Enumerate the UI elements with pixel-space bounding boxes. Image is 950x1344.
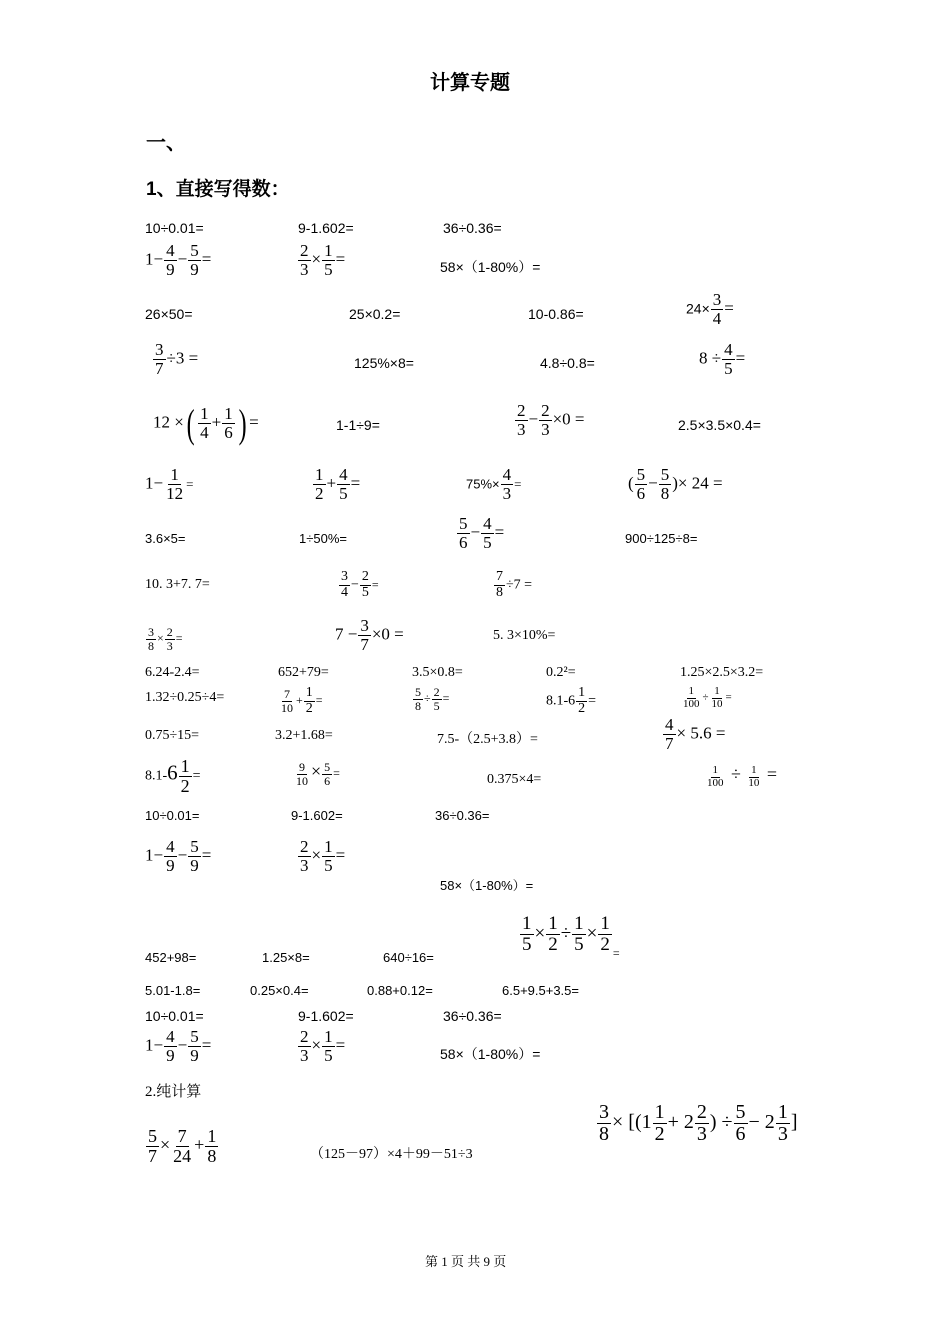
problem-g1: 10. 3+7. 7=: [145, 577, 210, 592]
problem-l1-label: 8.1-: [145, 768, 168, 784]
problem-k1: 0.75÷15=: [145, 728, 200, 743]
question-1-heading: 1、直接写得数：: [146, 179, 290, 200]
problem-o1: 5.01-1.8=: [145, 983, 201, 998]
problem-f4: 900÷125÷8=: [625, 531, 698, 546]
calc-2: （125－97）×4＋99－51÷3: [310, 1147, 473, 1162]
problem-p4: 58×（1-80%）=: [440, 1046, 541, 1062]
problem-i1: 6.24-2.4=: [145, 665, 200, 680]
question-2-heading: 2.纯计算: [145, 1084, 202, 1100]
problem-n4: $\frac{1}{5}$ × $\frac{1}{2}$ ÷ $\frac{1}{5}$ × $\frac{1}{2}$ $_=$: [522, 913, 620, 960]
problem-a2: 9-1.602=: [298, 220, 354, 236]
problem-b1: 26×50=: [145, 306, 193, 322]
problem-a1: 10÷0.01=: [145, 220, 204, 236]
problem-m3: 36÷0.36=: [435, 808, 490, 823]
calc-1: $\frac{5}{7}$ × $\frac{7}{24}$ + $\frac{1}{8}$: [148, 1126, 217, 1166]
problem-f3: $\frac{5}{6}$ − $\frac{4}{5}$ =: [459, 514, 505, 552]
problem-m4: 58×（1-80%）=: [440, 878, 534, 893]
problem-b2: 25×0.2=: [349, 306, 401, 322]
problem-l4: $\frac{1}{100}$ ÷ $\frac{1}{10}$ =: [707, 764, 778, 789]
problem-c3: 4.8÷0.8=: [540, 355, 595, 371]
problem-k4: $\frac{4}{7}$ × 5.6 =: [665, 715, 726, 753]
problem-j2: $\frac{7}{10}$ + $\frac{1}{2}$ =: [281, 685, 323, 716]
problem-e4: ( $\frac{5}{6}$ − $\frac{5}{8}$ )× 24 =: [628, 465, 723, 503]
problem-j1: 1.32÷0.25÷4=: [145, 690, 225, 705]
problem-e1: 1− $\frac{1}{12}$ =: [145, 465, 194, 503]
page-title: 计算专题: [430, 72, 510, 94]
problem-f1: 3.6×5=: [145, 531, 186, 546]
problem-d2: 1-1÷9=: [336, 417, 380, 433]
problem-a3: 36÷0.36=: [443, 220, 502, 236]
problem-o4: 6.5+9.5+3.5=: [502, 983, 579, 998]
problem-frac-4: $\frac{2}{3}$ × $\frac{1}{5}$ =: [300, 837, 346, 875]
problem-frac-3: 1− $\frac{4}{9}$ − $\frac{5}{9}$ =: [145, 837, 212, 875]
problem-i2: 652+79=: [278, 665, 329, 680]
page-footer: 第 1 页 共 9 页: [425, 1254, 507, 1269]
problem-o2: 0.25×0.4=: [250, 983, 309, 998]
problem-frac-1: 1− $\frac{4}{9}$ − $\frac{5}{9}$ =: [145, 241, 212, 279]
problem-c4: 8 ÷ $\frac{4}{5}$ =: [699, 340, 746, 378]
problem-o3: 0.88+0.12=: [367, 983, 433, 998]
problem-b4: 24× $\frac{3}{4}$ =: [686, 290, 734, 328]
problem-frac-2: $\frac{2}{3}$ × $\frac{1}{5}$ =: [300, 241, 346, 279]
problem-j5: $\frac{1}{100}$ ÷ $\frac{1}{10}$ =: [683, 685, 732, 710]
problem-g2: $\frac{3}{4}$ − $\frac{2}{5}$ =: [341, 569, 379, 600]
problem-p2: 9-1.602=: [298, 1008, 354, 1024]
problem-i4: 0.2²=: [546, 665, 576, 680]
problem-p3: 36÷0.36=: [443, 1008, 502, 1024]
problem-d4: 2.5×3.5×0.4=: [678, 417, 761, 433]
problem-i3: 3.5×0.8=: [412, 665, 463, 680]
problem-b3: 10-0.86=: [528, 306, 584, 322]
problem-k2: 3.2+1.68=: [275, 728, 333, 743]
problem-e3: 75%× $\frac{4}{3}$ =: [466, 465, 522, 503]
problem-h3: 5. 3×10%=: [493, 628, 556, 643]
problem-c2: 125%×8=: [354, 355, 414, 371]
problem-f2: 1÷50%=: [299, 531, 347, 546]
calc-3: $\frac{3}{8}$ × [(1 $\frac{1}{2}$ + 2 $\frac{2}{3}$ ) ÷ $\frac{5}{6}$ − 2 $\frac{1}{3}$ ]: [599, 1101, 798, 1145]
problem-j4-label: 8.1-6: [546, 693, 576, 709]
problem-e2: $\frac{1}{2}$ + $\frac{4}{5}$ =: [315, 465, 361, 503]
problem-frac-5: 1− $\frac{4}{9}$ − $\frac{5}{9}$ =: [145, 1027, 212, 1065]
problem-i5: 1.25×2.5×3.2=: [680, 665, 764, 680]
problem-n3: 640÷16=: [383, 950, 434, 965]
problem-d1: 12 ×( $\frac{1}{4}$ + $\frac{1}{6}$ ) =: [153, 401, 259, 446]
problem-j3: $\frac{5}{8}$ ÷ $\frac{2}{5}$ =: [415, 685, 450, 713]
problem-g3: $\frac{7}{8}$ ÷7 =: [496, 569, 533, 600]
problem-m2: 9-1.602=: [291, 808, 343, 823]
problem-j4: 8.1-6 $\frac{1}{2}$ =: [546, 685, 597, 716]
problem-n1: 452+98=: [145, 950, 197, 965]
problem-frac-6: $\frac{2}{3}$ × $\frac{1}{5}$ =: [300, 1027, 346, 1065]
problem-c1: $\frac{3}{7}$ ÷3 =: [155, 340, 199, 378]
problem-m1: 10÷0.01=: [145, 808, 200, 823]
problem-a4: 58×（1-80%）=: [440, 259, 541, 275]
problem-l1: 8.1-6 $\frac{1}{2}$ =: [145, 756, 201, 796]
problem-p1: 10÷0.01=: [145, 1008, 204, 1024]
problem-h2: 7 − $\frac{3}{7}$ ×0 =: [335, 616, 404, 654]
section-one-heading: 一、: [146, 132, 186, 154]
problem-l3: 0.375×4=: [487, 772, 542, 787]
problem-n2: 1.25×8=: [262, 950, 310, 965]
problem-l2: $\frac{9}{10}$ × $\frac{5}{6}$ =: [296, 760, 340, 788]
problem-h1: $\frac{3}{8}$ × $\frac{2}{3}$ =: [148, 625, 183, 653]
problem-k3: 7.5-（2.5+3.8）=: [437, 732, 538, 747]
problem-d3: $\frac{2}{3}$ − $\frac{2}{3}$ ×0 =: [517, 401, 585, 439]
